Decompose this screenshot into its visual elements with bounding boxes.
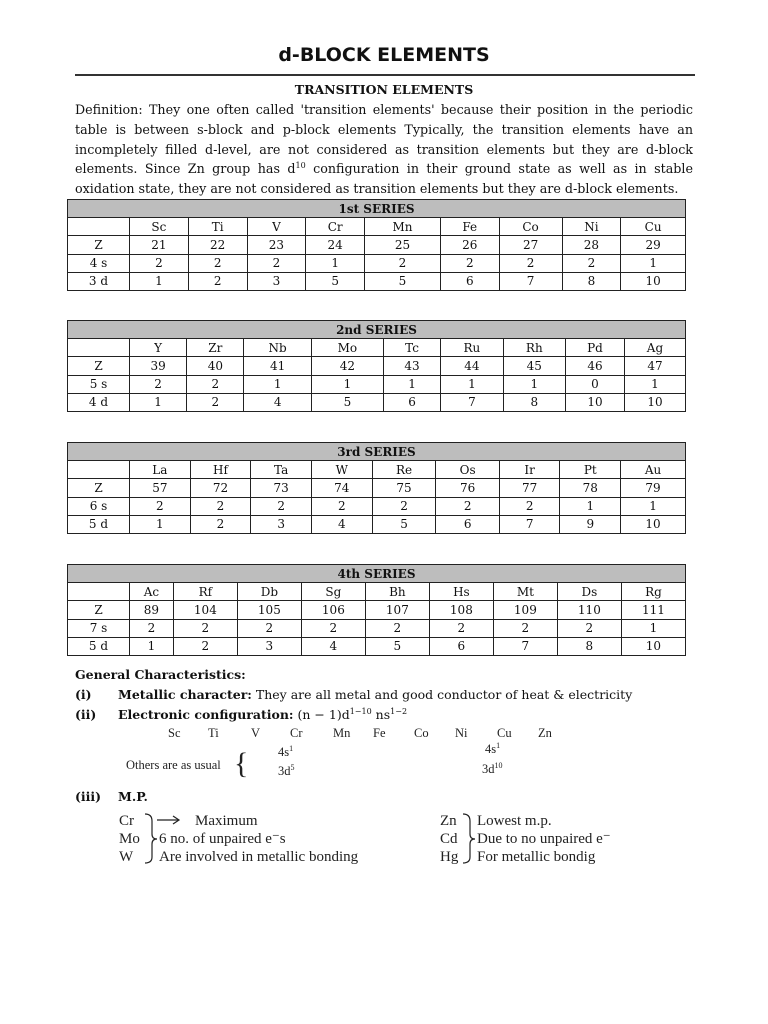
table-cell: 7	[499, 515, 560, 533]
table-cell: 3	[251, 515, 312, 533]
table-cell: 8	[503, 393, 565, 411]
table-cell: 2	[130, 375, 187, 393]
element-symbol: Nb	[244, 339, 311, 357]
others-usual-text: Others are as usual	[126, 758, 221, 772]
mp-right-lines	[477, 812, 611, 866]
table-cell: 2	[365, 619, 429, 637]
table-cell: 6	[383, 393, 440, 411]
row-label: Z	[68, 236, 130, 254]
table-cell: 1	[244, 375, 311, 393]
table-cell: 2	[187, 393, 244, 411]
page-title: d-BLOCK ELEMENTS	[278, 44, 490, 66]
element-symbol: Mt	[493, 583, 557, 601]
table-cell: 23	[247, 236, 306, 254]
table-cell: 2	[187, 375, 244, 393]
table-cell: 2	[499, 254, 562, 272]
table-cell: 4	[301, 637, 365, 655]
table-cell: 89	[130, 601, 174, 619]
element-symbol: Fe	[440, 218, 499, 236]
table-cell: 5	[311, 393, 383, 411]
row-label: 3 d	[68, 272, 130, 290]
series-table-2	[67, 320, 686, 412]
element-symbol: Rg	[621, 583, 685, 601]
cr-config-4s: $4s^1$	[278, 743, 294, 759]
table-cell: 22	[188, 236, 247, 254]
table-cell: 28	[562, 236, 621, 254]
element-symbol: Ni	[562, 218, 621, 236]
element-label: Mn	[333, 726, 351, 740]
table-cell: 79	[621, 479, 686, 497]
item-text: They are all metal and good conductor of heat & electricity	[255, 687, 633, 702]
row-label: 7 s	[68, 619, 130, 637]
series-title: 4th SERIES	[68, 565, 686, 583]
mp-line: Due to no unpaired e⁻	[477, 831, 611, 847]
table-cell: 78	[560, 479, 621, 497]
row-label: Z	[68, 601, 130, 619]
table-cell: 6	[436, 515, 499, 533]
table-cell: 110	[557, 601, 621, 619]
element-symbol: La	[130, 461, 191, 479]
table-cell: 5	[365, 637, 429, 655]
mp-line: For metallic bondig	[477, 849, 596, 865]
row-label: 4 s	[68, 254, 130, 272]
table-cell: 10	[566, 393, 625, 411]
row-label: 5 d	[68, 515, 130, 533]
table-cell: 2	[237, 619, 301, 637]
header-empty-cell	[68, 461, 130, 479]
table-cell: 1	[130, 637, 174, 655]
table-cell: 10	[621, 637, 685, 655]
element-symbol: Sg	[301, 583, 365, 601]
definition-paragraph	[75, 100, 693, 199]
element-symbol: V	[247, 218, 306, 236]
table-cell: 8	[557, 637, 621, 655]
table-cell: 3	[237, 637, 301, 655]
table-cell: 2	[247, 254, 306, 272]
table-cell: 7	[441, 393, 503, 411]
mp-left-elements	[119, 812, 140, 866]
table-cell: 1	[311, 375, 383, 393]
table-cell: 73	[251, 479, 312, 497]
table-cell: 10	[624, 393, 685, 411]
characteristic-item	[75, 789, 148, 804]
item-number: (iii)	[75, 789, 102, 804]
table-cell: 9	[560, 515, 621, 533]
table-cell: 2	[557, 619, 621, 637]
row-label: Z	[68, 357, 130, 375]
element-label: Zn	[538, 726, 552, 740]
brace-icon	[145, 814, 157, 863]
mp-line: Maximum	[195, 813, 258, 829]
section-subtitle: TRANSITION ELEMENTS	[294, 82, 474, 97]
element-label: Zn	[440, 813, 457, 829]
table-cell: 75	[372, 479, 436, 497]
element-label: Hg	[440, 849, 459, 865]
table-cell: 2	[188, 254, 247, 272]
series-title: 3rd SERIES	[68, 443, 686, 461]
element-symbol: W	[311, 461, 372, 479]
table-cell: 2	[440, 254, 499, 272]
element-symbol: Pt	[560, 461, 621, 479]
element-symbol: Mn	[365, 218, 441, 236]
table-cell: 40	[187, 357, 244, 375]
table-cell: 57	[130, 479, 191, 497]
table-cell: 1	[130, 272, 189, 290]
table-cell: 72	[190, 479, 251, 497]
series-table-1	[67, 199, 686, 291]
table-cell: 29	[621, 236, 686, 254]
table-cell: 2	[251, 497, 312, 515]
element-label: Ni	[455, 726, 468, 740]
table-cell: 2	[173, 637, 237, 655]
characteristic-item	[75, 687, 632, 702]
table-cell: 25	[365, 236, 441, 254]
table-cell: 109	[493, 601, 557, 619]
table-cell: 27	[499, 236, 562, 254]
element-symbol: Pd	[566, 339, 625, 357]
element-symbol: Ir	[499, 461, 560, 479]
element-label: V	[251, 726, 261, 740]
table-cell: 108	[429, 601, 493, 619]
element-symbol: Rf	[173, 583, 237, 601]
table-cell: 2	[173, 619, 237, 637]
table-cell: 2	[493, 619, 557, 637]
definition-text-b: configuration in their ground state as well as in stable oxidation state, they are not considered as transition elements but they are d-block elements.	[75, 161, 693, 197]
element-symbol: Ac	[130, 583, 174, 601]
table-cell: 107	[365, 601, 429, 619]
item-number: (i)	[75, 687, 92, 702]
element-label: Sc	[168, 726, 181, 740]
table-cell: 44	[441, 357, 503, 375]
element-symbol: Ru	[441, 339, 503, 357]
table-cell: 2	[190, 515, 251, 533]
header-empty-cell	[68, 583, 130, 601]
cu-config-3d: $3d^{10}$	[482, 760, 503, 776]
element-label: Ti	[208, 726, 219, 740]
table-cell: 2	[499, 497, 560, 515]
cr-config-3d: $3d^5$	[278, 762, 295, 778]
series-table-3	[67, 442, 686, 534]
table-cell: 2	[301, 619, 365, 637]
table-cell: 1	[621, 254, 686, 272]
element-label: Cd	[440, 831, 458, 847]
table-cell: 111	[621, 601, 685, 619]
element-symbol: Hs	[429, 583, 493, 601]
table-cell: 1	[383, 375, 440, 393]
item-label: M.P.	[118, 789, 148, 804]
table-cell: 42	[311, 357, 383, 375]
element-label: Cr	[290, 726, 303, 740]
table-cell: 1	[621, 619, 685, 637]
table-cell: 2	[311, 497, 372, 515]
item-label: Electronic configuration:	[118, 707, 294, 722]
item-label: Metallic character:	[118, 687, 252, 702]
table-cell: 0	[566, 375, 625, 393]
table-cell: 1	[306, 254, 365, 272]
mp-left-lines	[159, 812, 358, 866]
row-label: Z	[68, 479, 130, 497]
cu-config-4s: $4s^1$	[485, 740, 501, 756]
element-symbol: Ta	[251, 461, 312, 479]
row-label: 4 d	[68, 393, 130, 411]
element-symbol: Co	[499, 218, 562, 236]
row-label: 5 d	[68, 637, 130, 655]
row-label: 6 s	[68, 497, 130, 515]
table-cell: 3	[247, 272, 306, 290]
table-cell: 2	[130, 254, 189, 272]
config-formula: $(n - 1)d^{1-10}$ $ns^{1-2}$	[297, 706, 408, 722]
table-cell: 5	[306, 272, 365, 290]
table-cell: 1	[441, 375, 503, 393]
series-title: 1st SERIES	[68, 200, 686, 218]
table-cell: 6	[440, 272, 499, 290]
table-cell: 39	[130, 357, 187, 375]
table-cell: 46	[566, 357, 625, 375]
table-cell: 2	[562, 254, 621, 272]
element-label: W	[119, 849, 134, 865]
mp-line: Lowest m.p.	[477, 813, 552, 829]
table-cell: 105	[237, 601, 301, 619]
table-cell: 1	[624, 375, 685, 393]
table-cell: 1	[503, 375, 565, 393]
table-cell: 2	[436, 497, 499, 515]
item-number: (ii)	[75, 707, 97, 722]
table-cell: 6	[429, 637, 493, 655]
header-empty-cell	[68, 218, 130, 236]
table-cell: 45	[503, 357, 565, 375]
element-symbol: Y	[130, 339, 187, 357]
definition-text-a: Definition: They one often called 'transition elements' because their position in the periodic table is between s-block and p-block elements Typically, the transition elements have an incompletely filled d-level, are not considered as transition elements but they are d-block elements. Since Zn group has d	[75, 102, 693, 177]
element-symbol: Rh	[503, 339, 565, 357]
element-symbol: Re	[372, 461, 436, 479]
table-cell: 1	[560, 497, 621, 515]
table-cell: 1	[130, 515, 191, 533]
element-symbol: Sc	[130, 218, 189, 236]
element-symbol: Ti	[188, 218, 247, 236]
element-label: Fe	[373, 726, 386, 740]
element-symbol: Bh	[365, 583, 429, 601]
table-cell: 77	[499, 479, 560, 497]
table-cell: 5	[372, 515, 436, 533]
table-cell: 1	[621, 497, 686, 515]
table-cell: 26	[440, 236, 499, 254]
table-cell: 24	[306, 236, 365, 254]
table-cell: 1	[130, 393, 187, 411]
element-symbol: Os	[436, 461, 499, 479]
element-symbol: Zr	[187, 339, 244, 357]
table-cell: 7	[499, 272, 562, 290]
element-label: Cu	[497, 726, 512, 740]
table-cell: 4	[311, 515, 372, 533]
table-cell: 106	[301, 601, 365, 619]
element-symbol: Mo	[311, 339, 383, 357]
series-title: 2nd SERIES	[68, 321, 686, 339]
table-cell: 21	[130, 236, 189, 254]
table-cell: 2	[365, 254, 441, 272]
element-symbol: Cr	[306, 218, 365, 236]
row-label: 5 s	[68, 375, 130, 393]
definition-sup: 10	[295, 161, 306, 171]
table-cell: 2	[190, 497, 251, 515]
element-symbol: Db	[237, 583, 301, 601]
element-label: Mo	[119, 831, 140, 847]
mp-line: 6 no. of unpaired e⁻s	[159, 831, 286, 847]
mp-line: Are involved in metallic bonding	[159, 849, 359, 865]
table-cell: 7	[493, 637, 557, 655]
table-cell: 76	[436, 479, 499, 497]
element-label: Co	[414, 726, 429, 740]
table-cell: 43	[383, 357, 440, 375]
element-symbol: Tc	[383, 339, 440, 357]
brace-icon	[463, 814, 475, 863]
mp-right-elements	[440, 812, 458, 866]
table-cell: 2	[372, 497, 436, 515]
element-label: Cr	[119, 813, 134, 829]
table-cell: 74	[311, 479, 372, 497]
table-cell: 10	[621, 272, 686, 290]
characteristic-item	[75, 707, 407, 722]
table-cell: 41	[244, 357, 311, 375]
element-symbol: Au	[621, 461, 686, 479]
element-symbol: Cu	[621, 218, 686, 236]
element-symbol: Ds	[557, 583, 621, 601]
table-cell: 2	[130, 497, 191, 515]
table-cell: 8	[562, 272, 621, 290]
table-cell: 104	[173, 601, 237, 619]
header-empty-cell	[68, 339, 130, 357]
title-rule	[75, 74, 695, 76]
table-cell: 2	[429, 619, 493, 637]
table-cell: 10	[621, 515, 686, 533]
table-cell: 2	[130, 619, 174, 637]
table-cell: 5	[365, 272, 441, 290]
series-table-4	[67, 564, 686, 656]
element-symbol: Ag	[624, 339, 685, 357]
brace-icon: {	[234, 747, 249, 780]
table-cell: 4	[244, 393, 311, 411]
table-cell: 47	[624, 357, 685, 375]
table-cell: 2	[188, 272, 247, 290]
general-heading: General Characteristics:	[75, 667, 246, 682]
element-symbol: Hf	[190, 461, 251, 479]
